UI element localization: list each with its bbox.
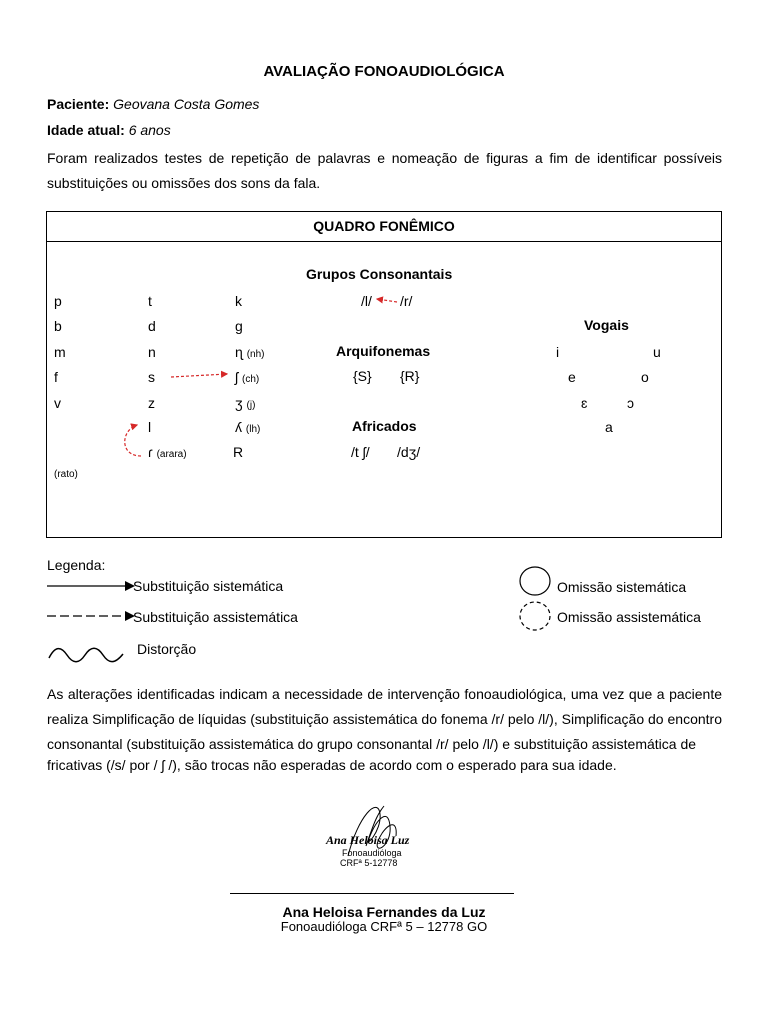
phoneme-f: f	[54, 369, 58, 385]
phoneme-r-strong: R	[233, 444, 244, 460]
lh-note: (lh)	[245, 424, 261, 435]
group-l: /l/	[361, 293, 372, 309]
signer-name: Ana Heloisa Fernandes da Luz	[282, 904, 486, 920]
legend-systematic-substitution: Substituição sistemática	[133, 578, 284, 594]
phoneme-g: g	[235, 318, 243, 334]
groups-title: Grupos Consonantais	[306, 266, 453, 282]
vowel-open-e: ɛ	[581, 395, 588, 411]
phoneme-l: l	[148, 419, 152, 435]
age-field	[47, 122, 171, 138]
group-r: /r/	[400, 293, 413, 309]
africates-title: Africados	[352, 418, 417, 434]
conclusion-text: As alterações identificadas indicam a necessidade de intervenção fonoaudiológica, uma vez que a paciente realiza Simplificação de líquidas (substituição assistemática do fonema /r/ pelo /l/), Simplificação do encontro consonantal (substituição assistemática do grupo consonantal /r/ pelo /l/) e substituição assistemática de	[47, 686, 722, 752]
phoneme-n: n	[148, 344, 156, 360]
vowel-a: a	[605, 419, 613, 435]
archiphonemes-title: Arquifonemas	[336, 343, 431, 359]
signer-role: Fonoaudióloga CRFª 5 – 12778 GO	[280, 919, 488, 934]
rato-note: (rato)	[54, 469, 78, 480]
patient-label: Paciente:	[47, 96, 110, 112]
age-value: 6 anos	[128, 122, 171, 138]
legend-asystematic-omission: Omissão assistemática	[557, 609, 701, 625]
vowel-i: i	[556, 344, 560, 360]
conclusion-paragraph	[47, 682, 722, 757]
vowels-title: Vogais	[584, 317, 629, 333]
dashed-circle-icon	[519, 601, 553, 633]
phoneme-d: d	[148, 318, 156, 334]
tap-note: (arara)	[156, 449, 187, 460]
vowel-open-o: ɔ	[627, 395, 634, 411]
lh-symbol: ʎ	[235, 419, 242, 435]
nh-note: (nh)	[246, 349, 265, 360]
vowel-o: o	[641, 369, 649, 385]
phoneme-z: z	[148, 395, 155, 411]
stamp-name: Ana Heloisa Luz	[326, 833, 410, 847]
vowel-u: u	[653, 344, 661, 360]
stamp-crf: CRFª 5-12778	[340, 858, 398, 868]
archiphoneme-r: {R}	[400, 368, 420, 384]
legend-systematic-omission: Omissão sistemática	[557, 579, 687, 595]
patient-field	[47, 96, 259, 112]
substitution-arrows	[47, 212, 721, 537]
phoneme-b: b	[54, 318, 62, 334]
patient-name: Geovana Costa Gomes	[113, 96, 260, 112]
stamp-role: Fonoaudióloga	[342, 848, 402, 858]
phoneme-t: t	[148, 293, 152, 309]
africate-d: /dʒ/	[397, 444, 421, 460]
phoneme-v: v	[54, 395, 61, 411]
legend-distortion: Distorção	[137, 641, 197, 657]
j-symbol: ʒ	[235, 395, 243, 411]
fricative-arrow	[171, 374, 227, 377]
archiphoneme-s: {S}	[353, 368, 372, 384]
tap-symbol: ɾ	[148, 444, 153, 460]
cluster-arrow	[377, 299, 397, 302]
intro-paragraph: Foram realizados testes de repetição de palavras e nomeação de figuras a fim de identificar possíveis substituições ou omissões dos sons da fala.	[47, 150, 722, 191]
ch-symbol: ʃ	[235, 369, 239, 385]
vowel-e: e	[568, 369, 576, 385]
wave-icon	[47, 646, 127, 664]
conclusion-last-line: fricativas (/s/ por / ʃ /), são trocas não esperadas de acordo com o esperado para sua idade.	[47, 757, 617, 773]
phoneme-m: m	[54, 344, 66, 360]
phoneme-k: k	[235, 293, 242, 309]
ch-note: (ch)	[242, 374, 260, 385]
liquid-arrow	[125, 425, 141, 456]
solid-circle-icon	[519, 566, 553, 598]
phonemic-table	[46, 211, 722, 538]
nh-symbol: ɳ	[235, 344, 243, 360]
africate-t: /t ʃ/	[351, 444, 370, 460]
j-note: (j)	[246, 400, 256, 411]
dashed-arrow-icon	[47, 610, 137, 622]
legend-asystematic-substitution: Substituição assistemática	[133, 609, 298, 625]
age-label: Idade atual:	[47, 122, 125, 138]
legend-title: Legenda:	[47, 557, 106, 573]
phoneme-p: p	[54, 293, 62, 309]
document-title: AVALIAÇÃO FONOAUDIOLÓGICA	[263, 63, 505, 80]
phoneme-s: s	[148, 369, 155, 385]
signature-line	[230, 893, 514, 894]
table-header: QUADRO FONÊMICO	[47, 212, 721, 242]
solid-arrow-icon	[47, 580, 137, 592]
